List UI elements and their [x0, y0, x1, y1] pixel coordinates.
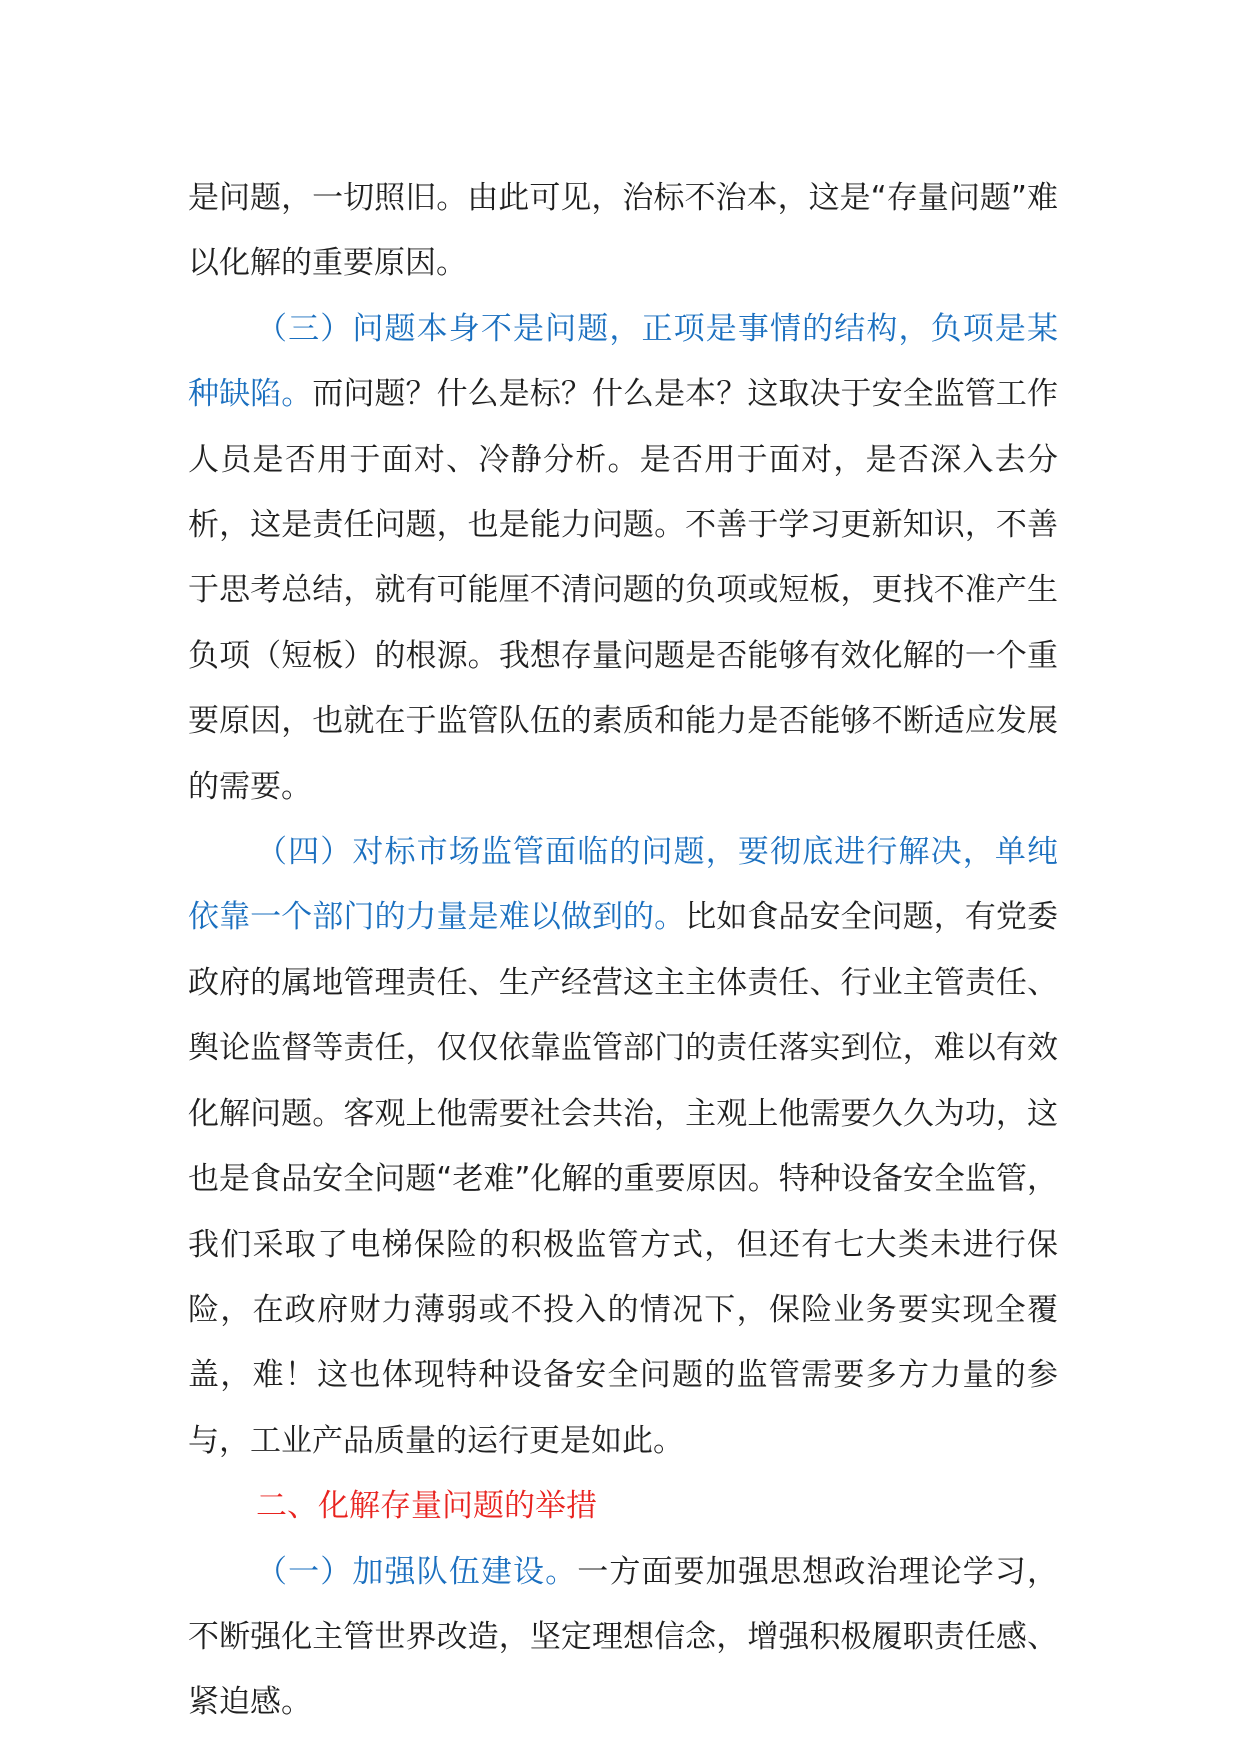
paragraph-text: 而问题？什么是标？什么是本？这取决于安全监管工作人员是否用于面对、冷静分析。是否用于面对，是否深入去分析，这是责任问题，也是能力问题。不善于学习更新知识，不善于思考总结，就有可能厘不清问题的负项或短板，更找不准产生负项（短板）的根源。我想存量问题是否能够有效化解的一个重要原因，也就在于监管队伍的素质和能力是否能够不断适应发展的需要。: [188, 376, 1058, 805]
section-heading-4: （四）对标市场监管面临的问题，要彻底进行解决，单纯依靠一个部门的力量是难以做到的。: [188, 834, 1058, 936]
document-body: [188, 166, 1058, 1736]
chapter-heading-measures: [188, 1474, 1058, 1539]
paragraph-measure-1: [188, 1540, 1058, 1736]
measure-heading-1: （一）加强队伍建设。: [256, 1553, 578, 1590]
paragraph-text: 比如食品安全问题，有党委政府的属地管理责任、生产经营这主主体责任、行业主管责任、舆论监督等责任，仅仅依靠监管部门的责任落实到位，难以有效化解问题。客观上他需要社会共治，主观上他需要久久为功，这也是食品安全问题“老难”化解的重要原因。特种设备安全监管，我们采取了电梯保险的积极监管方式，但还有七大类未进行保险，在政府财力薄弱或不投入的情况下，保险业务要实现全覆盖，难！这也体现特种设备安全问题的监管需要多方力量的参与，工业产品质量的运行更是如此。: [188, 899, 1059, 1459]
paragraph-section-4: [188, 820, 1058, 1474]
paragraph-text: 是问题，一切照旧。由此可见，治标不治本，这是“存量问题”难以化解的重要原因。: [188, 180, 1058, 282]
paragraph-section-3: [188, 297, 1058, 820]
chapter-heading-2: 二、化解存量问题的举措: [256, 1488, 597, 1525]
paragraph-continuation: [188, 166, 1058, 297]
paragraph-text: 一方面要加强思想政治理论学习，不断强化主管世界改造，坚定理想信念，增强积极履职责任感、紧迫感。: [188, 1553, 1058, 1721]
section-heading-3: （三）问题本身不是问题，正项是事情的结构，负项是某种缺陷。: [188, 310, 1058, 413]
